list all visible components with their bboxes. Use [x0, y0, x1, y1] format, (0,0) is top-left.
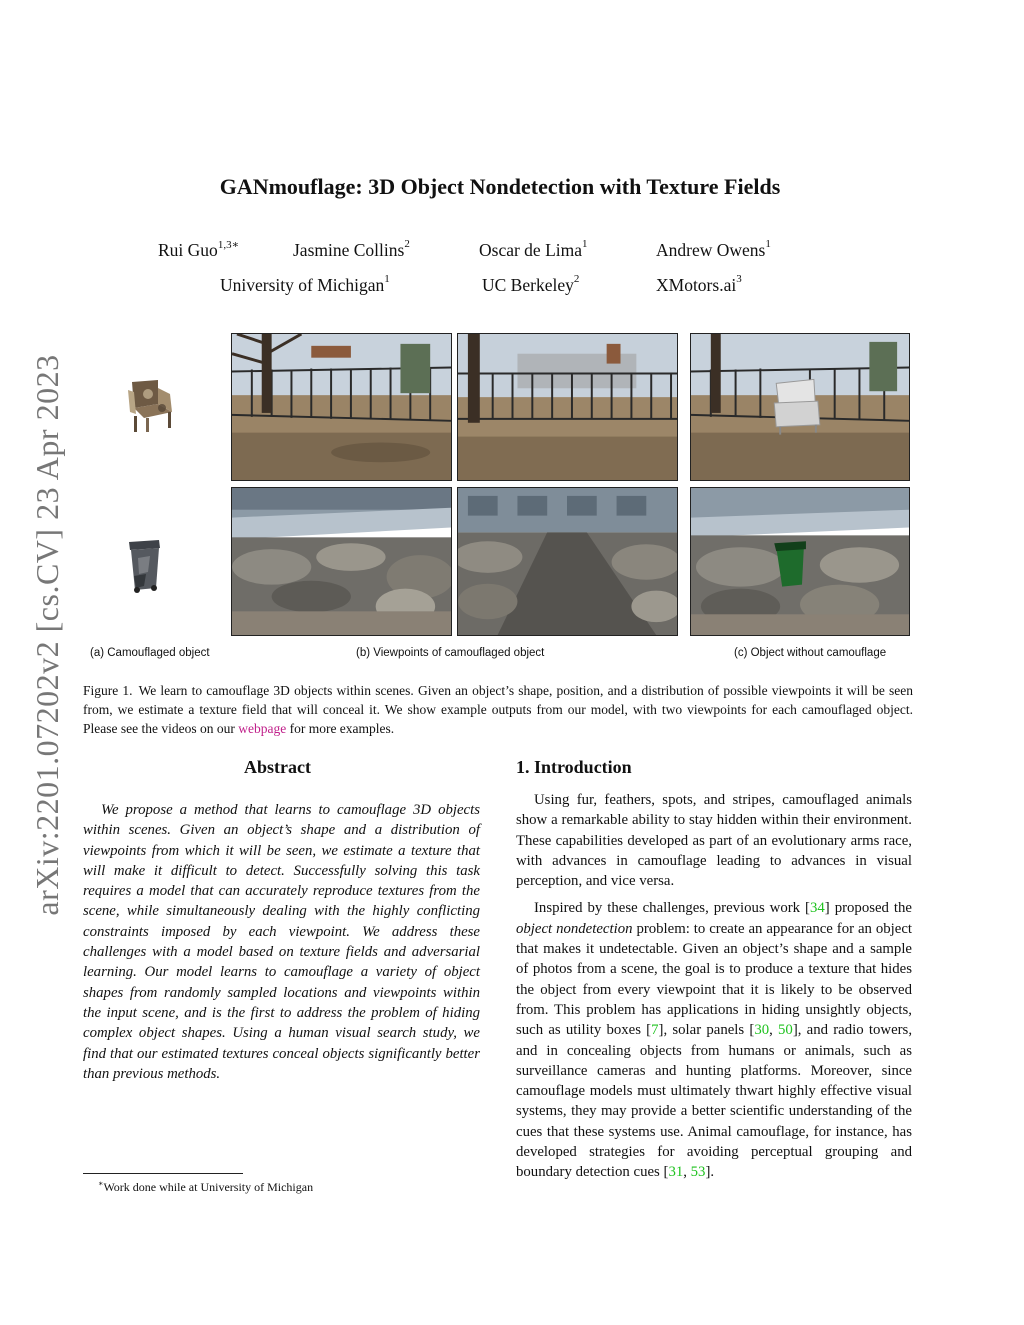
- citation-34[interactable]: 34: [810, 900, 825, 917]
- abstract-text: We propose a method that learns to camouflage 3D objects within scenes. Given an object’s shape and a distribution of viewpoints from which it will be seen, we estimate a texture that will make it difficult to detect. Successfully solving this task requires a model that can accurately reproduce textures from the scene, while simultaneously dealing with the highly conflicting constraints imposed by each viewpoint. We address these challenges with a model based on texture fields and adversarial learning. Our model learns to camouflage a variety of object shapes from randomly sampled locations and viewpoints within the input scene, and is the first to address the problem of hiding complex object shapes. Using a human visual search study, we find that our estimated textures conceal objects significantly better than previous methods.: [83, 802, 480, 1082]
- abstract-heading: Abstract: [244, 757, 311, 777]
- scene2-viewpoint1-photo: [231, 487, 452, 636]
- author-2: Jasmine Collins$^2$: [293, 238, 410, 260]
- intro-paragraph-2: Inspired by these challenges, previous work [34] proposed the object nondetection problem: to create an appearance for an object that makes it undetectable. Given an object’s shape and a sample of photos from a scene, the goal is to produce a texture that hides the object from every viewpoint that it is likely to be observed from. This problem has applications in hiding unsightly objects, such as utility boxes [7], solar panels [30, 50], and radio towers, and in concealing objects from humans or animals, such as surveillance cameras and hunting platforms. Moreover, since camouflage models must ultimately thwart highly effective visual systems, they may provide a better scientific understanding of the cues that these systems use. Animal camouflage, for instance, has developed strategies for avoiding perceptual grouping and boundary detection cues [31, 53].: [516, 900, 913, 1181]
- subfigure-label-c: (c) Object without camouflage: [734, 647, 887, 659]
- scene1-uncamouflaged-photo: [690, 333, 910, 481]
- introduction-heading: 1. Introduction: [516, 757, 632, 777]
- author-4: Andrew Owens$^1$: [656, 238, 771, 260]
- subfigure-label-b: (b) Viewpoints of camouflaged object: [356, 647, 545, 659]
- intro-paragraph-1: Using fur, feathers, spots, and stripes, camouflaged animals show a remarkable ability to stay hidden within their environment. These capabilities developed as part of an evolutionary arms race, with advances in camouflage leading to advances in visual perception, and vice versa.: [516, 792, 912, 890]
- affiliation-1: University of Michigan$^1$: [220, 273, 390, 295]
- citation-53[interactable]: 53: [690, 1164, 706, 1181]
- author-3: Oscar de Lima$^1$: [479, 238, 588, 260]
- paper-title: GANmouflage: 3D Object Nondetection with Texture Fields: [219, 174, 781, 199]
- footnote-rule: [83, 1173, 243, 1174]
- webpage-link[interactable]: webpage: [238, 721, 287, 736]
- author-1: Rui Guo$^{1,3∗}$: [158, 239, 240, 260]
- camouflaged-chair-image: [122, 378, 180, 436]
- citation-7[interactable]: 7: [651, 1022, 659, 1039]
- affiliation-2: UC Berkeley$^2$: [482, 273, 580, 295]
- scene1-viewpoint2-photo: [457, 333, 678, 481]
- footnote: ∗Work done while at University of Michigan: [98, 1179, 314, 1194]
- camouflaged-trash-bin-image: [126, 538, 162, 594]
- citation-31[interactable]: 31: [668, 1164, 684, 1181]
- scene2-viewpoint2-photo: [457, 487, 678, 636]
- arxiv-identifier: arXiv:2201.07202v2 [cs.CV] 23 Apr 2023: [29, 354, 65, 916]
- subfigure-label-a: (a) Camouflaged object: [90, 647, 210, 659]
- citation-50[interactable]: 50: [778, 1022, 793, 1039]
- affiliation-3: $XMotors.ai^3$: [656, 273, 742, 295]
- scene1-viewpoint1-photo: [231, 333, 452, 481]
- citation-30[interactable]: 30: [754, 1022, 770, 1039]
- scene2-uncamouflaged-photo: [690, 487, 910, 636]
- figure-caption: Figure 1. We learn to camouflage 3D objects within scenes. Given an object’s shape, position, and a distribution of possible viewpoints it will be seen from, we estimate a texture field that will conceal it. We show example outputs from our model, with two viewpoints for each camouflaged object. Please see the videos on our webpage for more examples.: [83, 683, 913, 736]
- introduction-body: [516, 790, 912, 1183]
